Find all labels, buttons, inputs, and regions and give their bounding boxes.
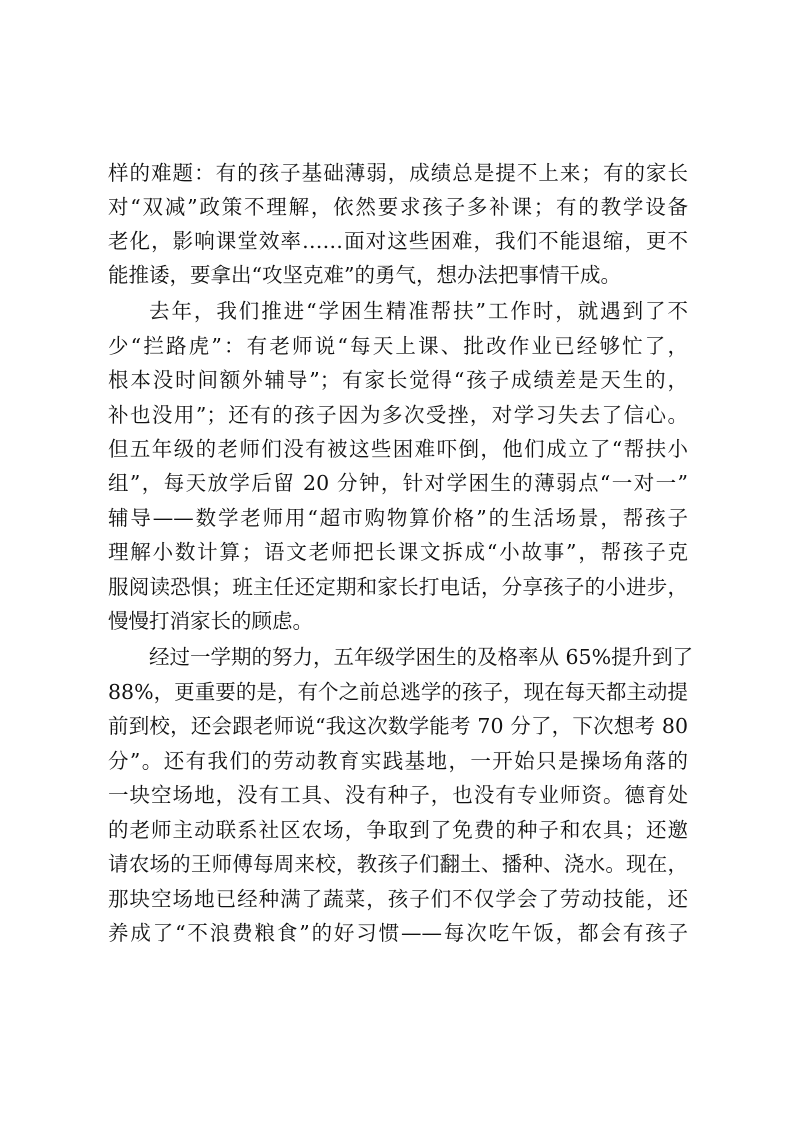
text-line: 根本没时间额外辅导”；有家长觉得“孩子成绩差是天生的， [108,368,688,392]
paragraph-first-line: 经过一学期的努力，五年级学困生的及格率从 65%提升到了 [149,645,694,669]
text-line: 能推诿，要拿出“攻坚克难”的勇气，想办法把事情干成。 [108,263,621,287]
text-line: 少“拦路虎”：有老师说“每天上课、批改作业已经够忙了， [108,334,688,358]
text-line: 前到校，还会跟老师说“我这次数学能考 70 分了，下次想考 80 [108,714,688,738]
text-line: 老化，影响课堂效率……面对这些困难，我们不能退缩，更不 [108,229,688,253]
text-line: 组”，每天放学后留 20 分钟，针对学困生的薄弱点“一对一” [108,471,688,495]
text-line: 一块空场地，没有工具、没有种子，也没有专业师资。德育处 [108,783,688,807]
text-line: 补也没用”；还有的孩子因为多次受挫，对学习失去了信心。 [108,403,688,427]
text-line: 请农场的王师傅每周来校，教孩子们翻土、播种、浇水。现在， [108,852,688,876]
text-line: 理解小数计算；语文老师把长课文拆成“小故事”，帮孩子克 [108,540,688,564]
text-line: 服阅读恐惧；班主任还定期和家长打电话，分享孩子的小进步， [108,575,688,599]
text-line: 那块空场地已经种满了蔬菜，孩子们不仅学会了劳动技能，还 [108,887,688,911]
text-line: 对“双减”政策不理解，依然要求孩子多补课；有的教学设备 [108,195,688,219]
text-line: 的老师主动联系社区农场，争取到了免费的种子和农具；还邀 [108,818,688,842]
paragraph-first-line: 去年，我们推进“学困生精准帮扶”工作时，就遇到了不 [149,299,688,323]
text-line: 88%，更重要的是，有个之前总逃学的孩子，现在每天都主动提 [108,680,688,704]
text-line: 辅导——数学老师用“超市购物算价格”的生活场景，帮孩子 [108,506,688,530]
text-line: 样的难题：有的孩子基础薄弱，成绩总是提不上来；有的家长 [108,161,688,185]
text-line: 慢慢打消家长的顾虑。 [108,609,313,633]
text-line: 但五年级的老师们没有被这些困难吓倒，他们成立了“帮扶小 [108,437,688,461]
text-line: 养成了“不浪费粮食”的好习惯——每次吃午饭，都会有孩子 [108,921,688,945]
text-line: 分”。还有我们的劳动教育实践基地，一开始只是操场角落的 [108,749,688,773]
